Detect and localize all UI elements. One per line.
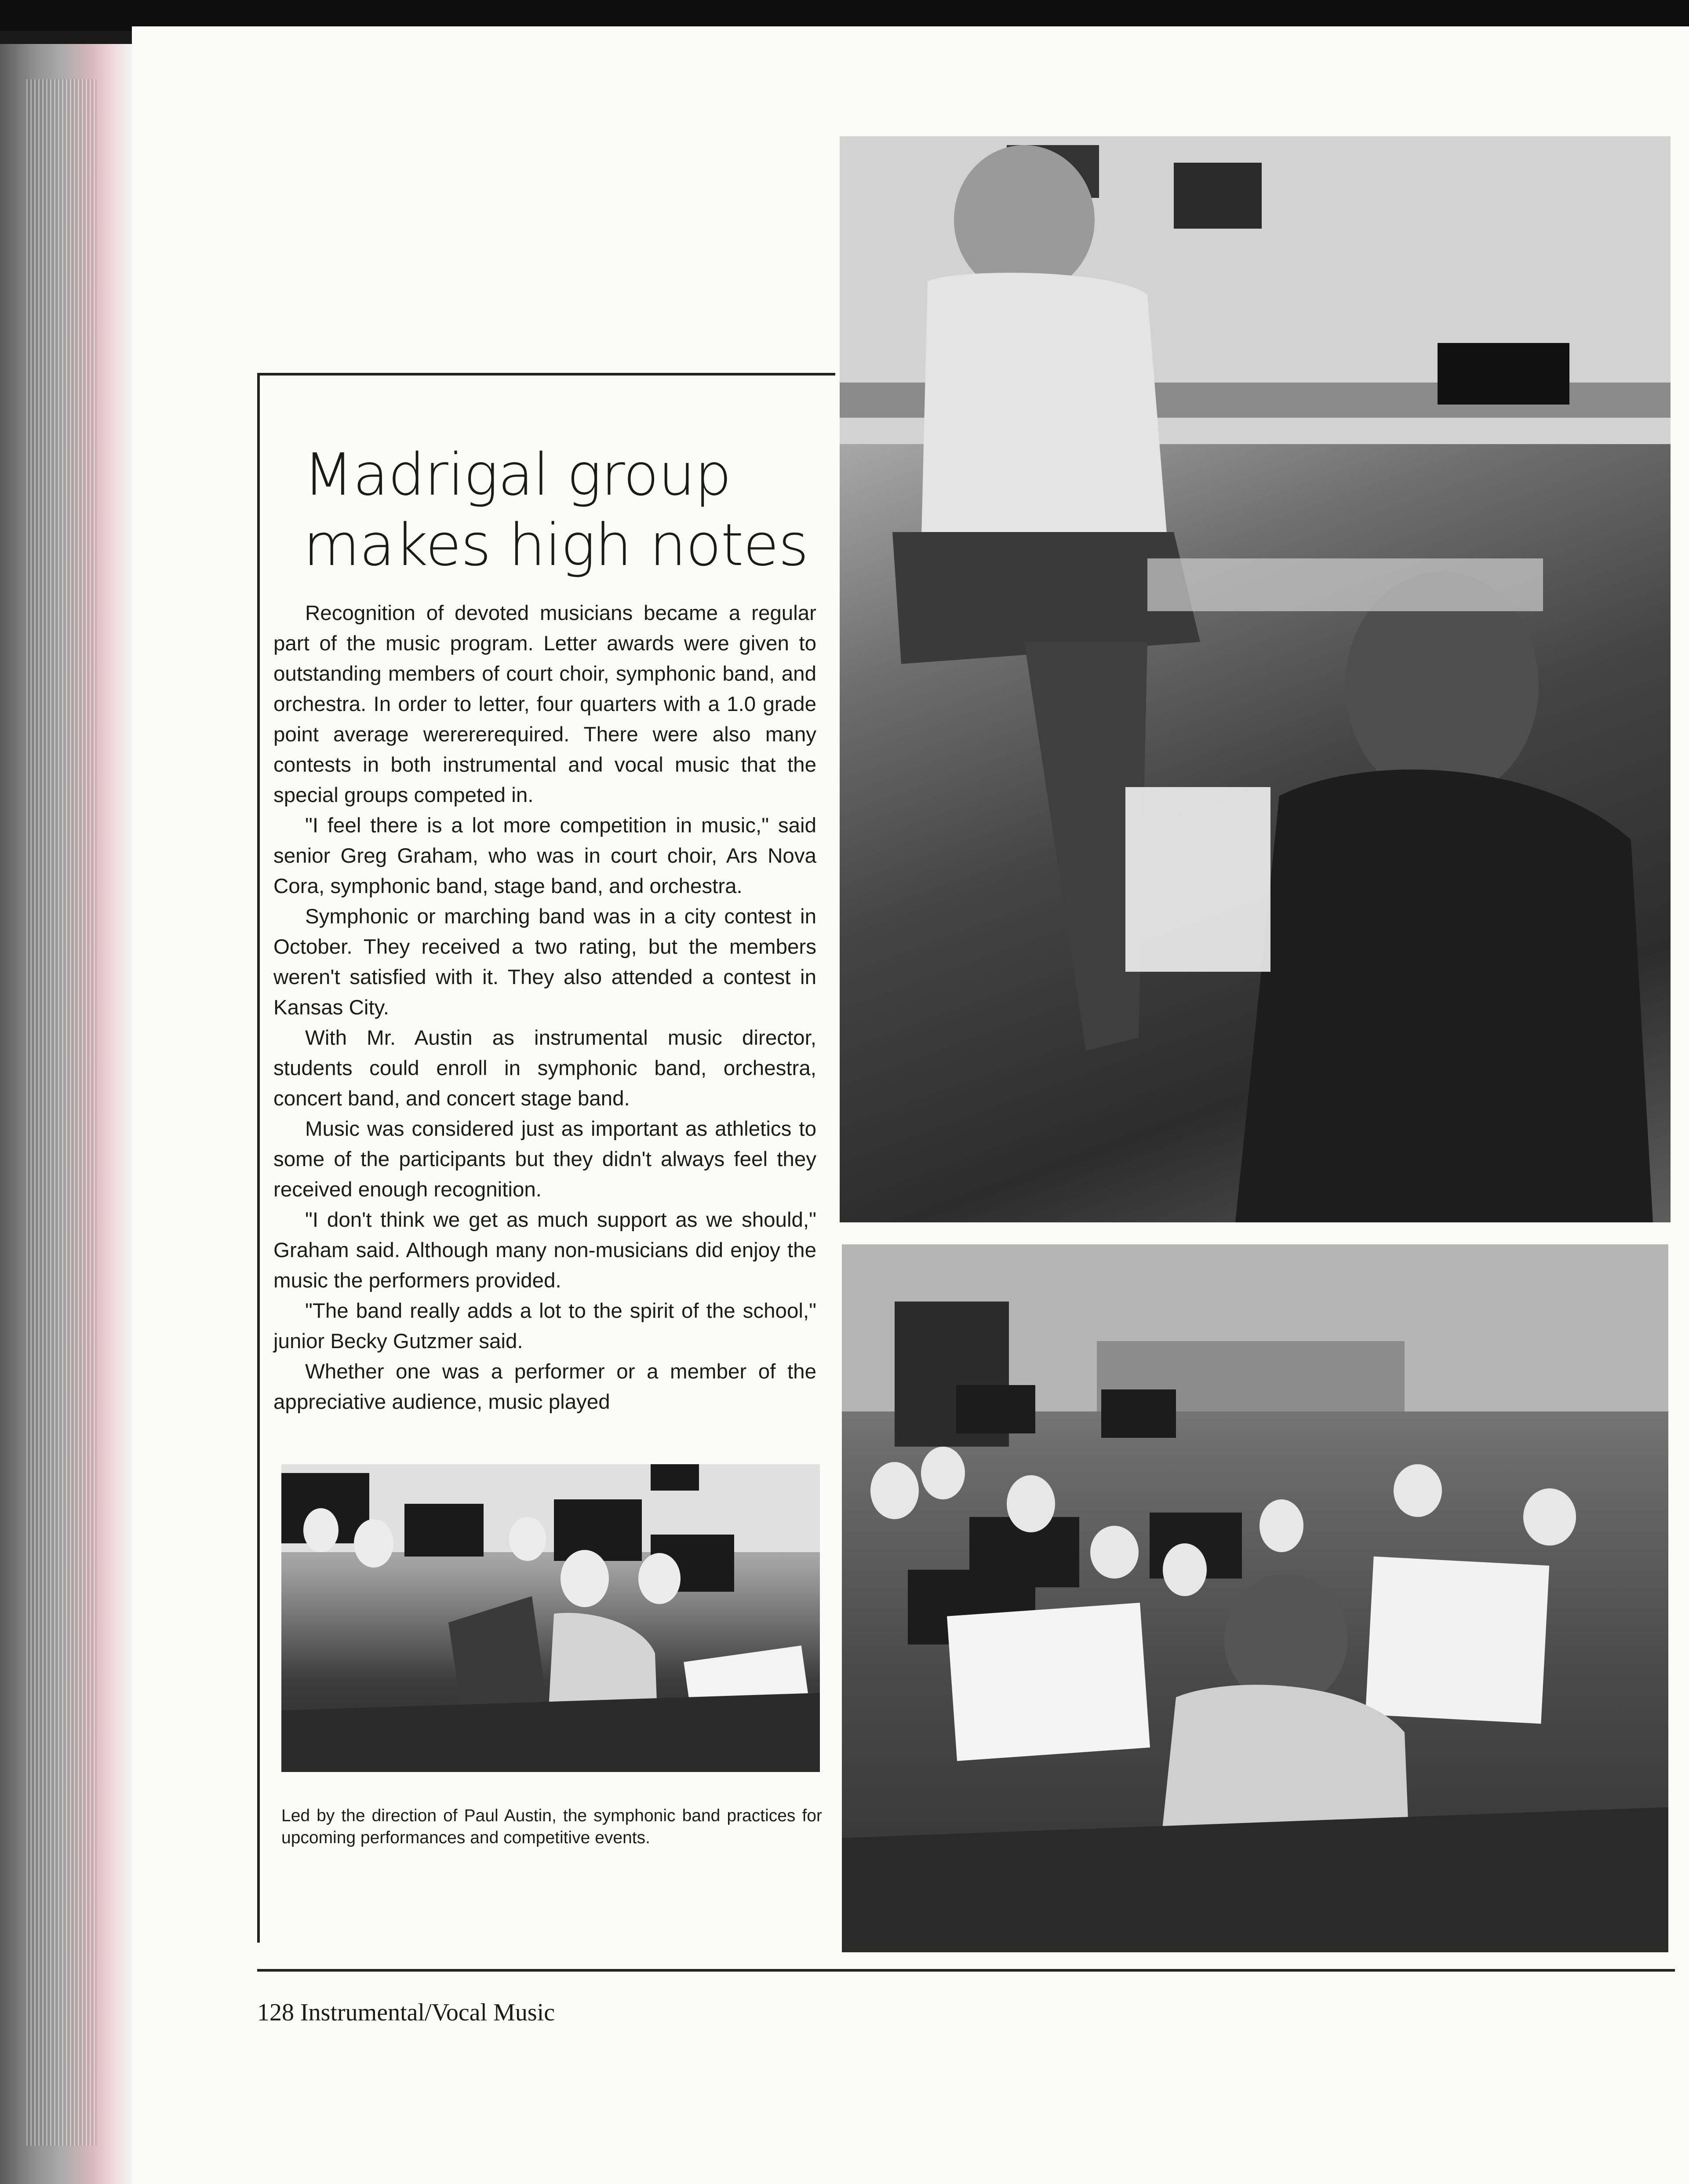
paragraph: "I feel there is a lot more competition in music," said senior Greg Graham, who was in court choir, Ars Nova Cora, symphonic band, stage band, and orchestra. — [273, 814, 816, 898]
paragraph: "I don't think we get as much support as we should," Graham said. Although many non-musicians did enjoy the music the performers provided. — [273, 1208, 816, 1292]
paragraph: Music was considered just as important as athletics to some of the participants but they didn't always feel they received enough recognition. — [273, 1117, 816, 1201]
photo-caption: Led by the direction of Paul Austin, the symphonic band practices for upcoming performances and competitive events. — [281, 1806, 822, 1847]
band-rehearsal-photo — [842, 1244, 1668, 1952]
headline-line-1: Madrigal group — [303, 441, 732, 509]
saxophone-section-photo — [281, 1464, 820, 1772]
paragraph: With Mr. Austin as instrumental music director, students could enroll in symphonic band, orchestra, concert band, and concert stage band. — [273, 1026, 816, 1110]
paragraph: Whether one was a performer or a member of the appreciative audience, music played — [273, 1360, 816, 1414]
page-folio: 128 Instrumental/Vocal Music — [257, 1999, 555, 2026]
page-edges — [26, 79, 97, 2146]
paragraph: "The band really adds a lot to the spirit of the school," junior Becky Gutzmer said. — [273, 1299, 816, 1353]
paragraph: Recognition of devoted musicians became a regular part of the music program. Letter awards were given to outstanding members of court choir, symphonic band, and orchestra. In order to letter, four quarters with a 1.0 grade point average werererequired. There were also many contests in both instrumental and vocal music that the special groups competed in. — [273, 602, 816, 807]
conductor-photo — [840, 136, 1671, 1222]
headline-line-2: makes high notes — [303, 511, 808, 579]
paragraph: Symphonic or marching band was in a city contest in October. They received a two rating, but the members weren't satisfied with it. They also attended a contest in Kansas City. — [273, 905, 816, 1019]
headline — [303, 440, 831, 580]
article-body — [273, 598, 816, 1417]
bottom-rule — [257, 1969, 1675, 1972]
